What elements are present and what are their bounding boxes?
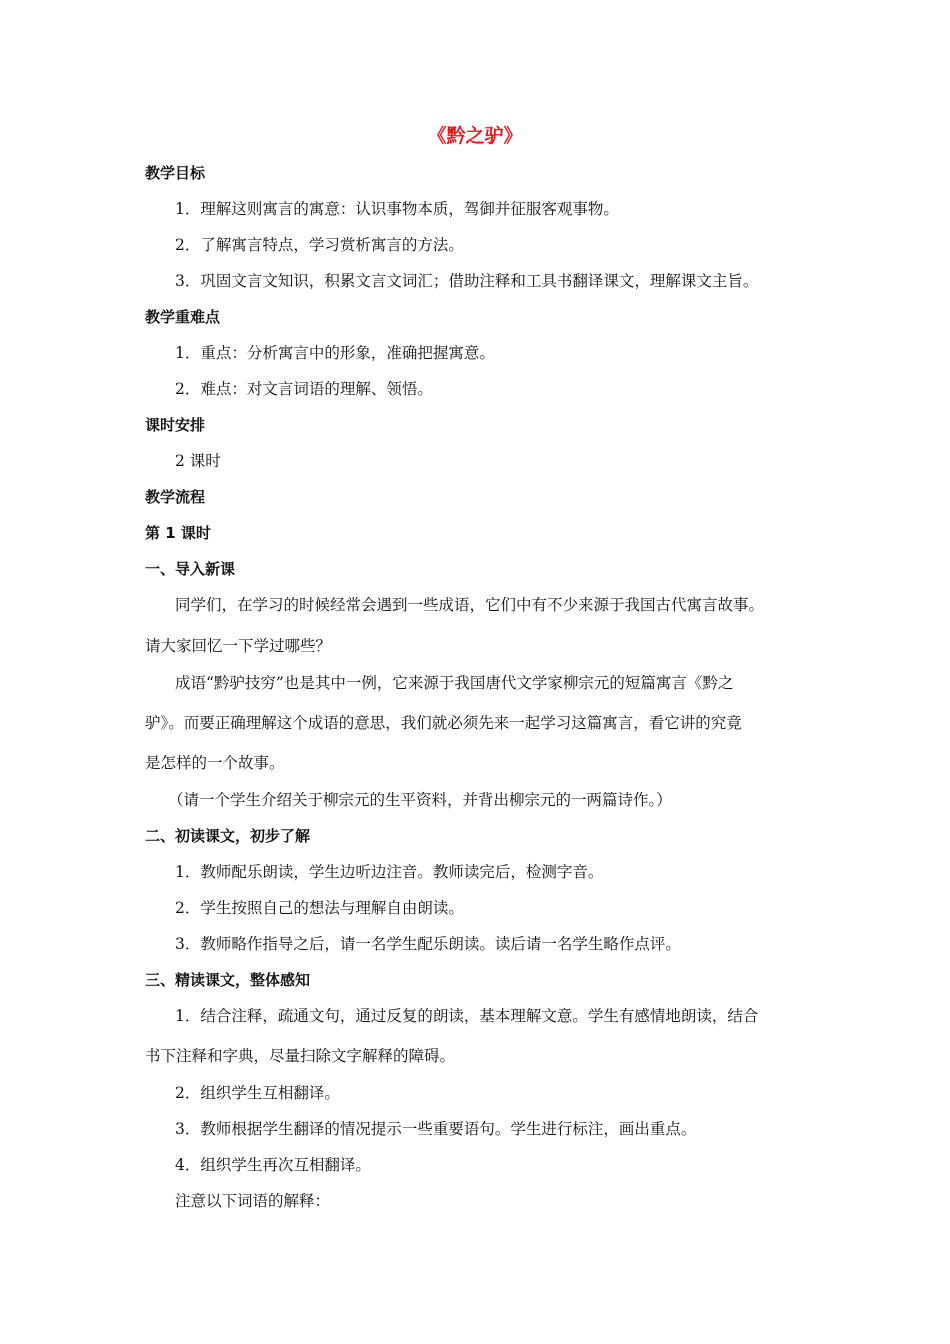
part-1-paragraph-2-line-2: 驴》。而要正确理解这个成语的意思，我们就必须先来一起学习这篇寓言，看它讲的究竟 [145, 714, 742, 732]
part-1-heading: 一、导入新课 [145, 560, 236, 578]
section-heading-schedule: 课时安排 [145, 416, 206, 434]
part-1-paragraph-1-line-2: 请大家回忆一下学过哪些？ [145, 637, 332, 655]
part-3-item-2: 2．组织学生互相翻译。 [175, 1084, 340, 1102]
section-heading-keypoints: 教学重难点 [145, 308, 221, 326]
part-3-note: 注意以下词语的解释： [175, 1192, 331, 1210]
keypoint-item-2: 2．难点：对文言词语的理解、领悟。 [175, 380, 433, 398]
part-3-heading: 三、精读课文，整体感知 [145, 971, 311, 989]
section-heading-process: 教学流程 [145, 488, 206, 506]
part-1-paragraph-1-line-1: 同学们，在学习的时候经常会遇到一些成语，它们中有不少来源于我国古代寓言故事。 [175, 596, 765, 614]
goal-item-3: 3．巩固文言文知识，积累文言文词汇；借助注释和工具书翻译课文，理解课文主旨。 [175, 272, 759, 290]
keypoint-item-1: 1．重点：分析寓言中的形象，准确把握寓意。 [175, 344, 495, 362]
part-1-paragraph-2-line-1: 成语“黔驴技穷”也是其中一例，它来源于我国唐代文学家柳宗元的短篇寓言《黔之 [175, 674, 734, 692]
part-2-heading: 二、初读课文，初步了解 [145, 827, 311, 845]
document-title: 《黔之驴》 [427, 125, 523, 147]
schedule-value: 2 课时 [175, 452, 221, 470]
part-3-item-4: 4．组织学生再次互相翻译。 [175, 1156, 371, 1174]
part-3-item-1-line-2: 书下注释和字典，尽量扫除文字解释的障碍。 [145, 1047, 456, 1065]
goal-item-2: 2．了解寓言特点，学习赏析寓言的方法。 [175, 236, 464, 254]
lesson-1-heading: 第 1 课时 [145, 524, 211, 542]
part-2-item-3: 3．教师略作指导之后，请一名学生配乐朗读。读后请一名学生略作点评。 [175, 935, 681, 953]
goal-item-1: 1．理解这则寓言的寓意：认识事物本质，驾御并征服客观事物。 [175, 200, 619, 218]
part-2-item-1: 1．教师配乐朗读，学生边听边注音。教师读完后，检测字音。 [175, 863, 604, 881]
part-2-item-2: 2．学生按照自己的想法与理解自由朗读。 [175, 899, 464, 917]
part-1-paragraph-3: （请一个学生介绍关于柳宗元的生平资料，并背出柳宗元的一两篇诗作。） [168, 791, 672, 809]
part-3-item-1-line-1: 1．结合注释，疏通文句，通过反复的朗读，基本理解文意。学生有感情地朗读，结合 [175, 1007, 759, 1025]
part-1-paragraph-2-line-3: 是怎样的一个故事。 [145, 754, 285, 772]
part-3-item-3: 3．教师根据学生翻译的情况提示一些重要语句。学生进行标注，画出重点。 [175, 1120, 697, 1138]
section-heading-goals: 教学目标 [145, 164, 206, 182]
